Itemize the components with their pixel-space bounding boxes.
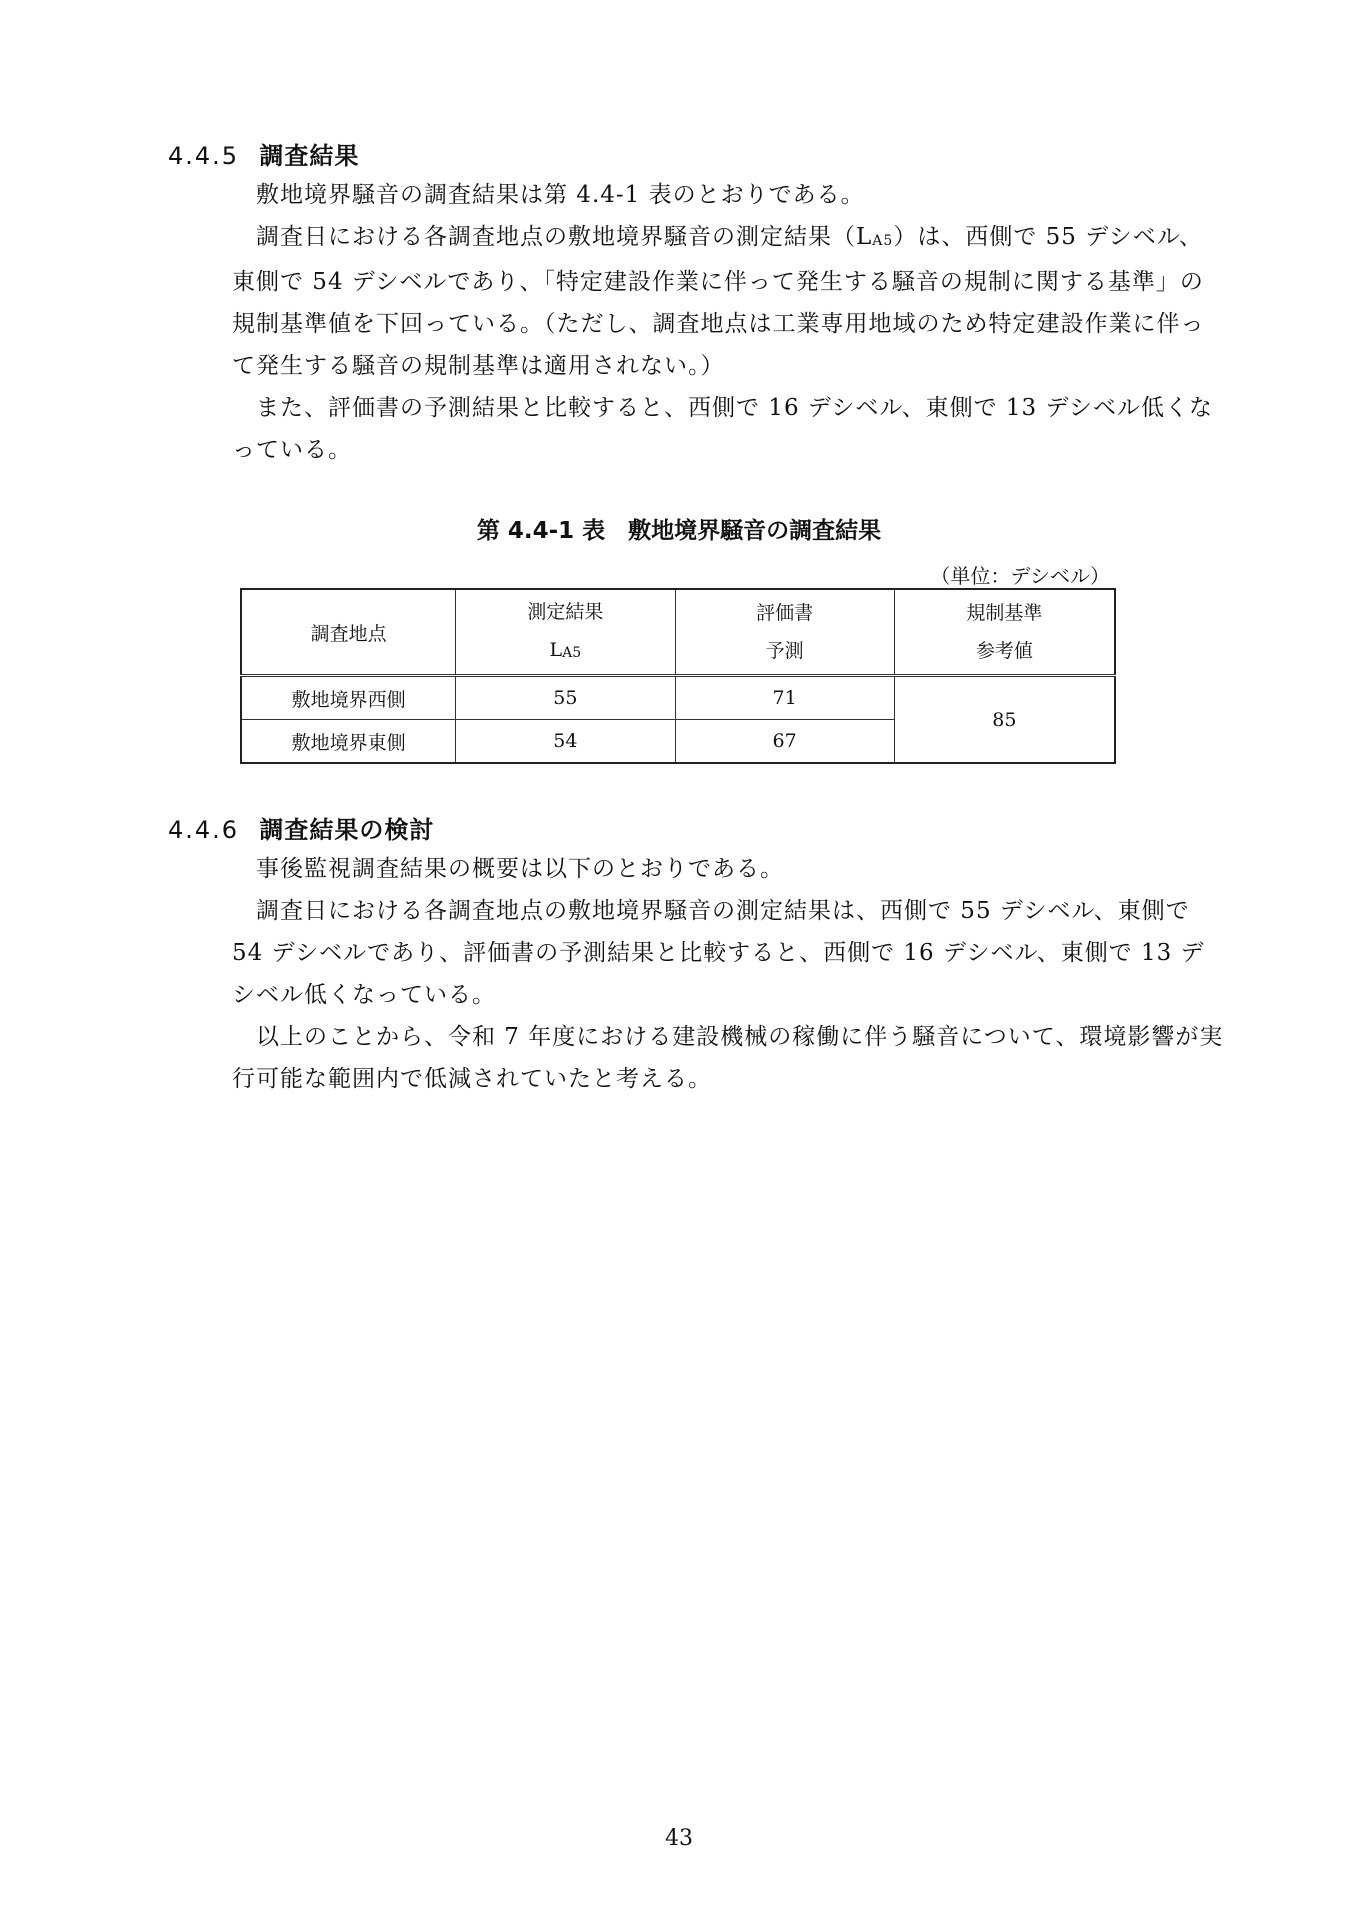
cell-measured: 54 <box>456 720 675 764</box>
cell-location: 敷地境界東側 <box>241 720 456 764</box>
section-body-4-4-6 <box>232 848 1224 1100</box>
paragraph: 調査日における各調査地点の敷地境界騒音の測定結果は、西側で 55 デシベル、東側で 54 デシベルであり、評価書の予測結果と比較すると、西側で 16 デシベル、東側で 13 デシベル低くなっている。 <box>232 898 1205 1008</box>
paragraph: 敷地境界騒音の調査結果は第 4.4-1 表のとおりである。 <box>256 182 865 208</box>
section-title: 調査結果の検討 <box>259 816 435 844</box>
cell-measured: 55 <box>456 676 675 720</box>
cell-predicted: 71 <box>675 676 894 720</box>
cell-standard: 85 <box>894 676 1115 764</box>
cell-location: 敷地境界西側 <box>241 676 456 720</box>
section-heading-4-4-5 <box>168 136 359 171</box>
paragraph: 以上のことから、令和 7 年度における建設機械の稼働に伴う騒音について、環境影響が実行可能な範囲内で低減されていたと考える。 <box>232 1024 1224 1092</box>
table-row <box>241 676 1115 720</box>
section-number: 4.4.5 <box>168 142 240 170</box>
header-measured: 測定結果 $L_{A5}$ <box>456 589 675 676</box>
paragraph: 事後監視調査結果の概要は以下のとおりである。 <box>256 856 784 882</box>
survey-results-table <box>240 588 1116 764</box>
paragraph: また、評価書の予測結果と比較すると、西側で 16 デシベル、東側で 13 デシベル低くなっている。 <box>232 395 1214 463</box>
section-heading-4-4-6 <box>168 810 434 845</box>
table-title: 第 4.4-1 表 敷地境界騒音の調査結果 <box>476 518 882 544</box>
header-predicted: 評価書 予測 <box>675 589 894 676</box>
table-unit: （単位：デシベル） <box>930 564 1110 588</box>
section-body-4-4-5 <box>232 174 1224 471</box>
paragraph-measurement: 調査日における各調査地点の敷地境界騒音の測定結果$(L_{A5})$は、西側で 55 デシベル、東側で 54 デシベルであり、「特定建設作業に伴って発生する騒音の規制に関する基準」の規制基準値を下回っている。（ただし、調査地点は工業専用地域のため特定建設作業に伴って発生する騒音の規制基準は適用されない。） <box>232 224 1205 379</box>
header-location: 調査地点 <box>241 589 456 676</box>
section-title: 調査結果 <box>259 142 360 170</box>
header-la5: $L_{A5}$ <box>549 639 582 661</box>
cell-predicted: 67 <box>675 720 894 764</box>
section-number: 4.4.6 <box>168 816 240 844</box>
header-standard: 規制基準 参考値 <box>894 589 1115 676</box>
page-number: 43 <box>665 1826 693 1851</box>
